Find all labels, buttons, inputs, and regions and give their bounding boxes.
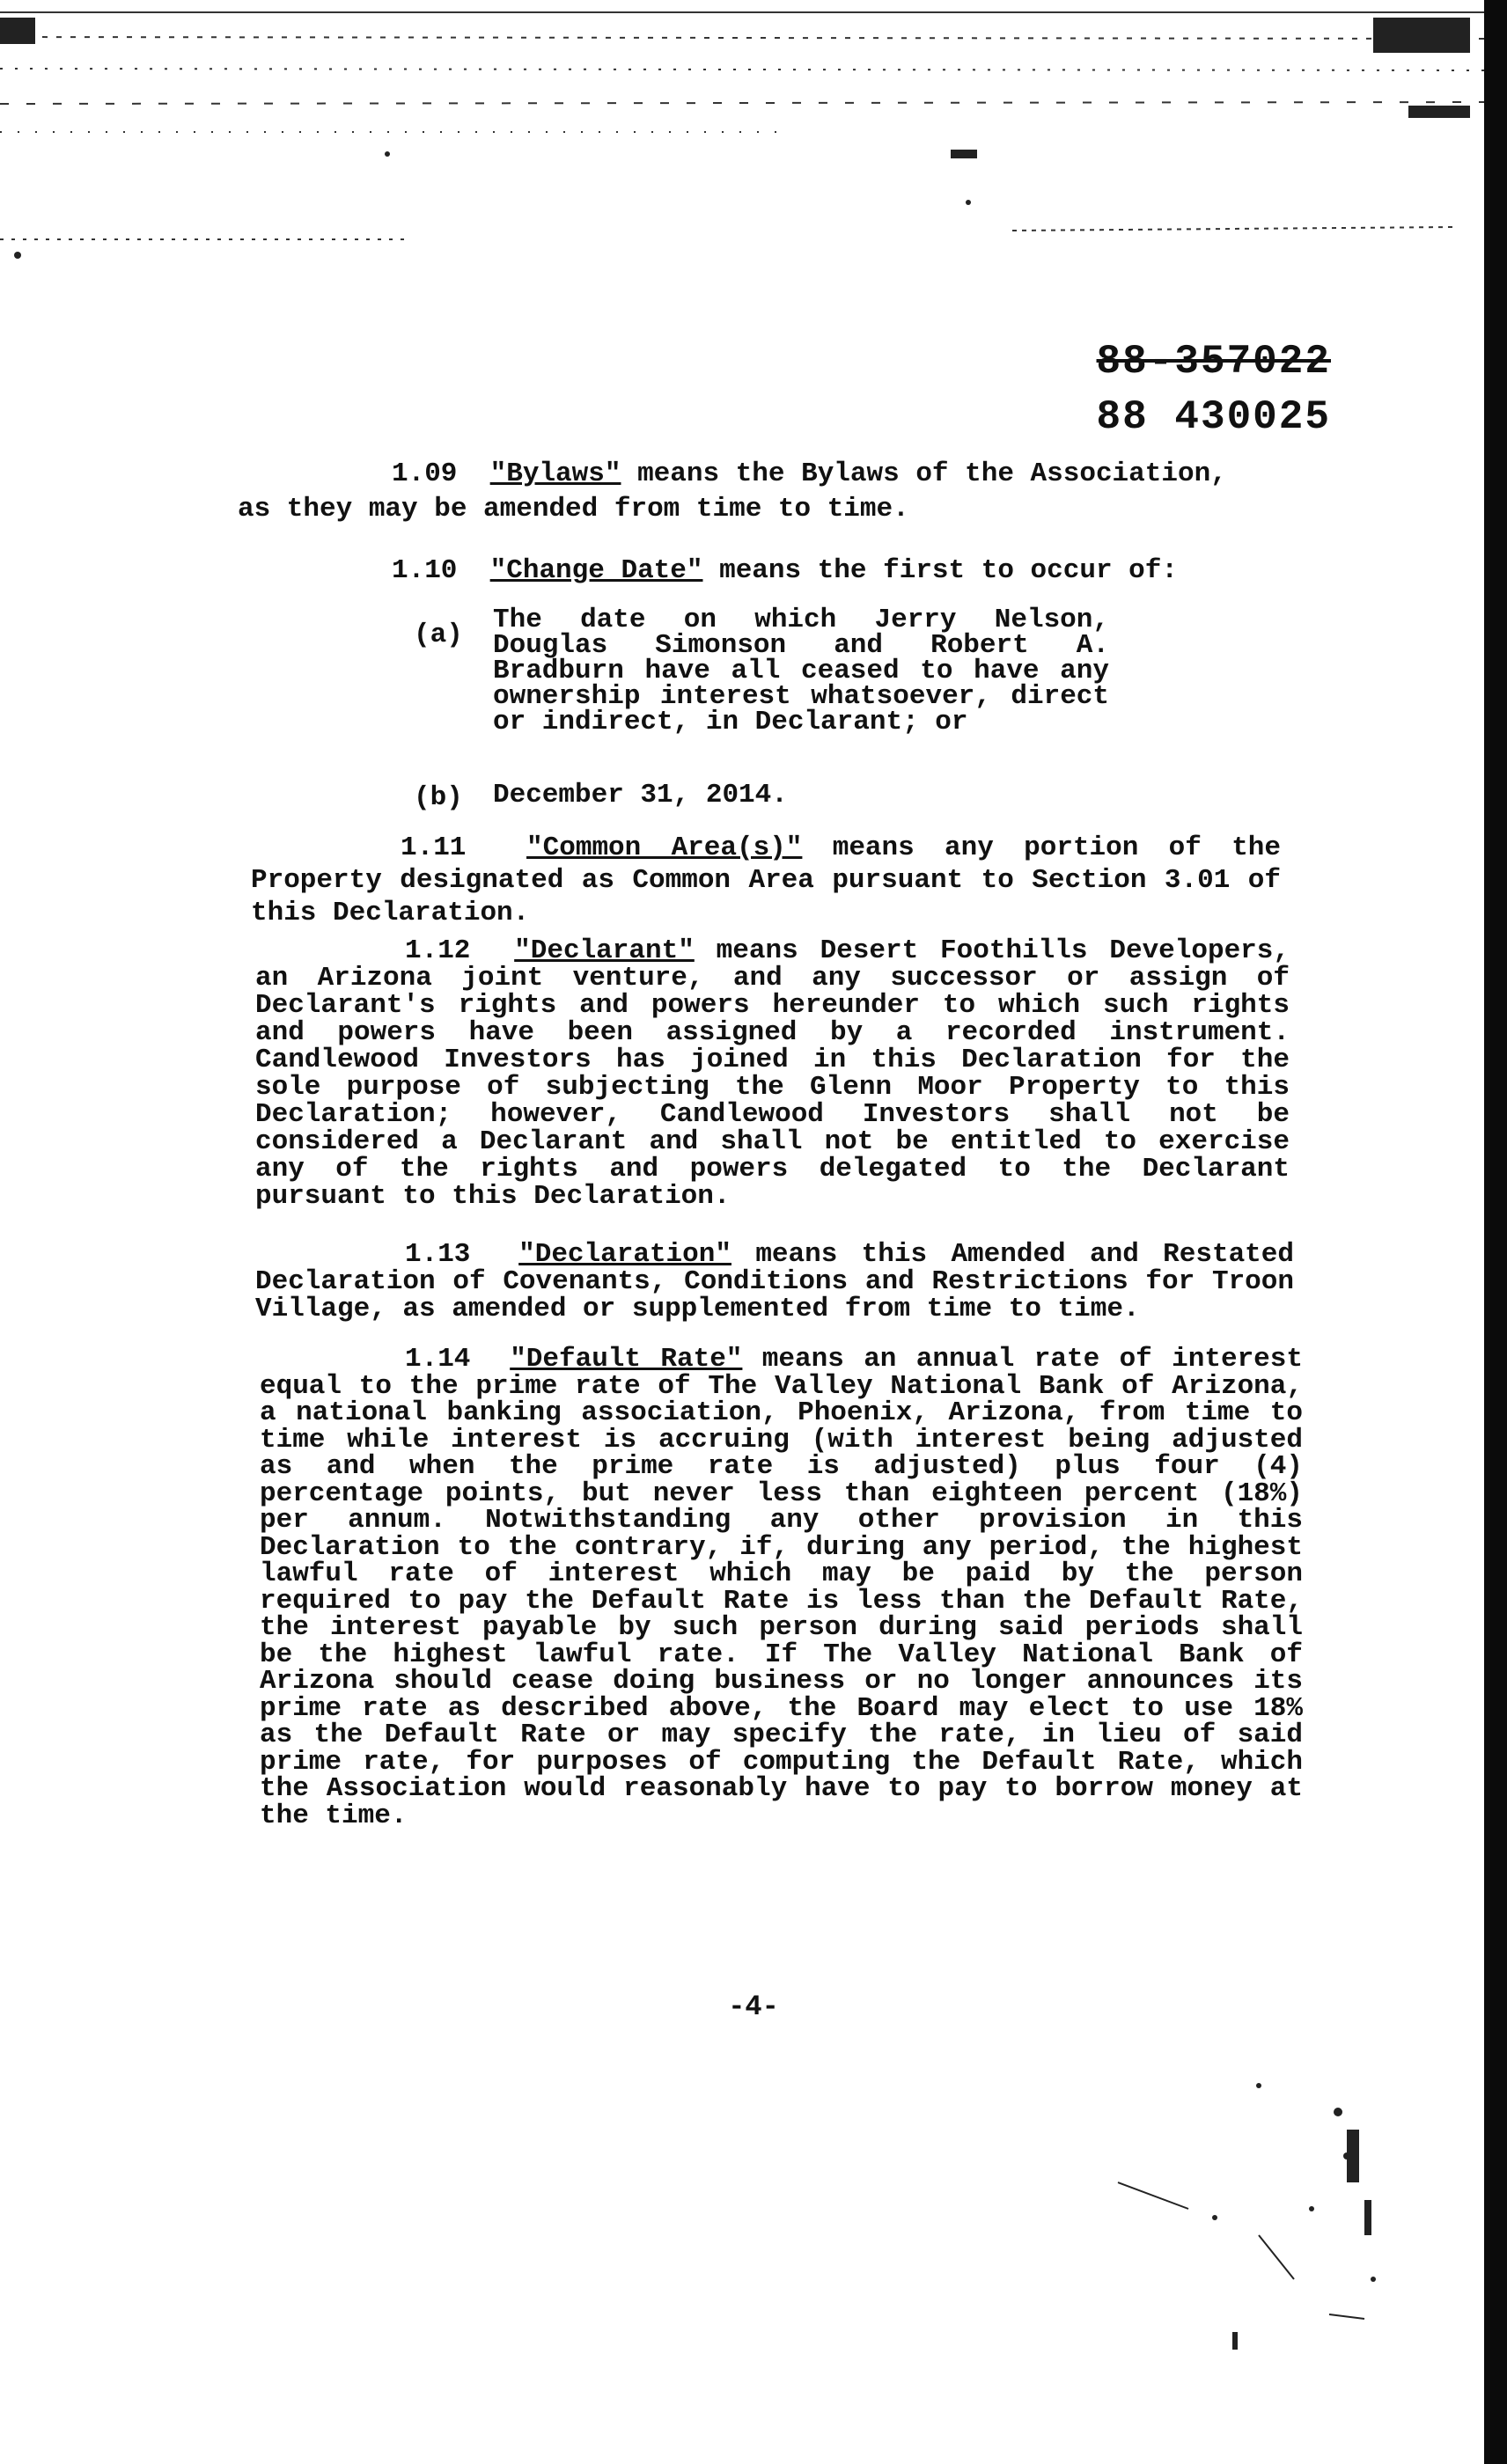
section-1-10-b: December 31, 2014.	[493, 780, 788, 810]
document-number: 88 430025	[1096, 394, 1331, 440]
defined-term: "Declaration"	[518, 1239, 731, 1270]
scan-noise-bottom	[1083, 2077, 1400, 2358]
defined-term: "Declarant"	[514, 935, 695, 966]
section-1-09-continued	[238, 493, 1294, 526]
section-text: means any portion of the Property designated as Common Area pursuant to Section 3.01 of this Declaration.	[251, 832, 1281, 928]
page-number: -4-	[728, 1991, 779, 2023]
struck-document-number: 88-357022	[1096, 339, 1331, 385]
section-text: as they may be amended from time to time.	[238, 494, 909, 524]
section-text: means Desert Foothills Developers, an Arizona joint venture, and any successor or assign of Declarant's rights and powers hereunder to which such rights and powers have been assigned by a recorded instrument. Candlewood Investors has joined in this Declaration for the sole purpose of subjecting the Glenn Moor Property to this Declaration; however, Candlewood Investors shall not be considered a Declarant and shall not be entitled to exercise any of the rights and powers delegated to the Declarant pursuant to this Declaration.	[255, 935, 1290, 1212]
section-text: means an annual rate of interest equal to the prime rate of The Valley National Bank of Arizona, a national banking association, Phoenix, Arizona, from time to time while interest is accruing (with interest being adjusted as and when the prime rate is adjusted) plus four (4) percentage points, but never less than eighteen percent (18%) per annum. Notwithstanding any other provision in this Declaration to the contrary, if, during any period, the highest lawful rate of interest which may be paid by the person required to pay the Default Rate is less than the Default Rate, the interest payable by such person during said periods shall be the highest lawful rate. If The Valley National Bank of Arizona should cease doing business or no longer announces its prime rate as described above, the Board may elect to use 18% as the Default Rate or may specify the rate, in lieu of said prime rate, for purposes of computing the Default Rate, which the Association would reasonably have to pay to borrow money at the time.	[260, 1344, 1303, 1831]
section-number: 1.11	[401, 832, 467, 863]
defined-term: "Common Area(s)"	[526, 832, 803, 863]
defined-term: "Bylaws"	[489, 458, 621, 489]
defined-term: "Change Date"	[489, 555, 703, 586]
item-label-a: (a)	[414, 620, 463, 650]
defined-term: "Default Rate"	[510, 1344, 743, 1375]
section-number: 1.13	[405, 1239, 471, 1270]
section-text: means the first to occur of:	[702, 555, 1178, 586]
section-text: means the Bylaws of the Association,	[621, 458, 1227, 489]
section-1-14	[260, 1346, 1303, 1830]
section-text: means this Amended and Restated Declaration of Covenants, Conditions and Restrictions for Troon Village, as amended or supplemented from time to time.	[255, 1239, 1294, 1324]
section-1-12	[255, 937, 1290, 1210]
section-1-11	[251, 832, 1281, 929]
section-number: 1.14	[405, 1344, 471, 1375]
section-number: 1.12	[405, 935, 471, 966]
section-1-10-a: The date on which Jerry Nelson, Douglas Simonson and Robert A. Bradburn have all ceased to have any ownership interest whatsoever, direct or indirect, in Declarant; or	[493, 605, 1109, 737]
section-1-09	[392, 458, 1272, 491]
section-1-10	[392, 554, 1281, 588]
section-number: 1.09	[392, 458, 458, 489]
scan-noise-top	[0, 0, 1484, 264]
scan-edge	[1484, 0, 1507, 2464]
section-1-13	[255, 1241, 1294, 1323]
item-label-b: (b)	[414, 782, 463, 813]
section-number: 1.10	[392, 555, 458, 586]
